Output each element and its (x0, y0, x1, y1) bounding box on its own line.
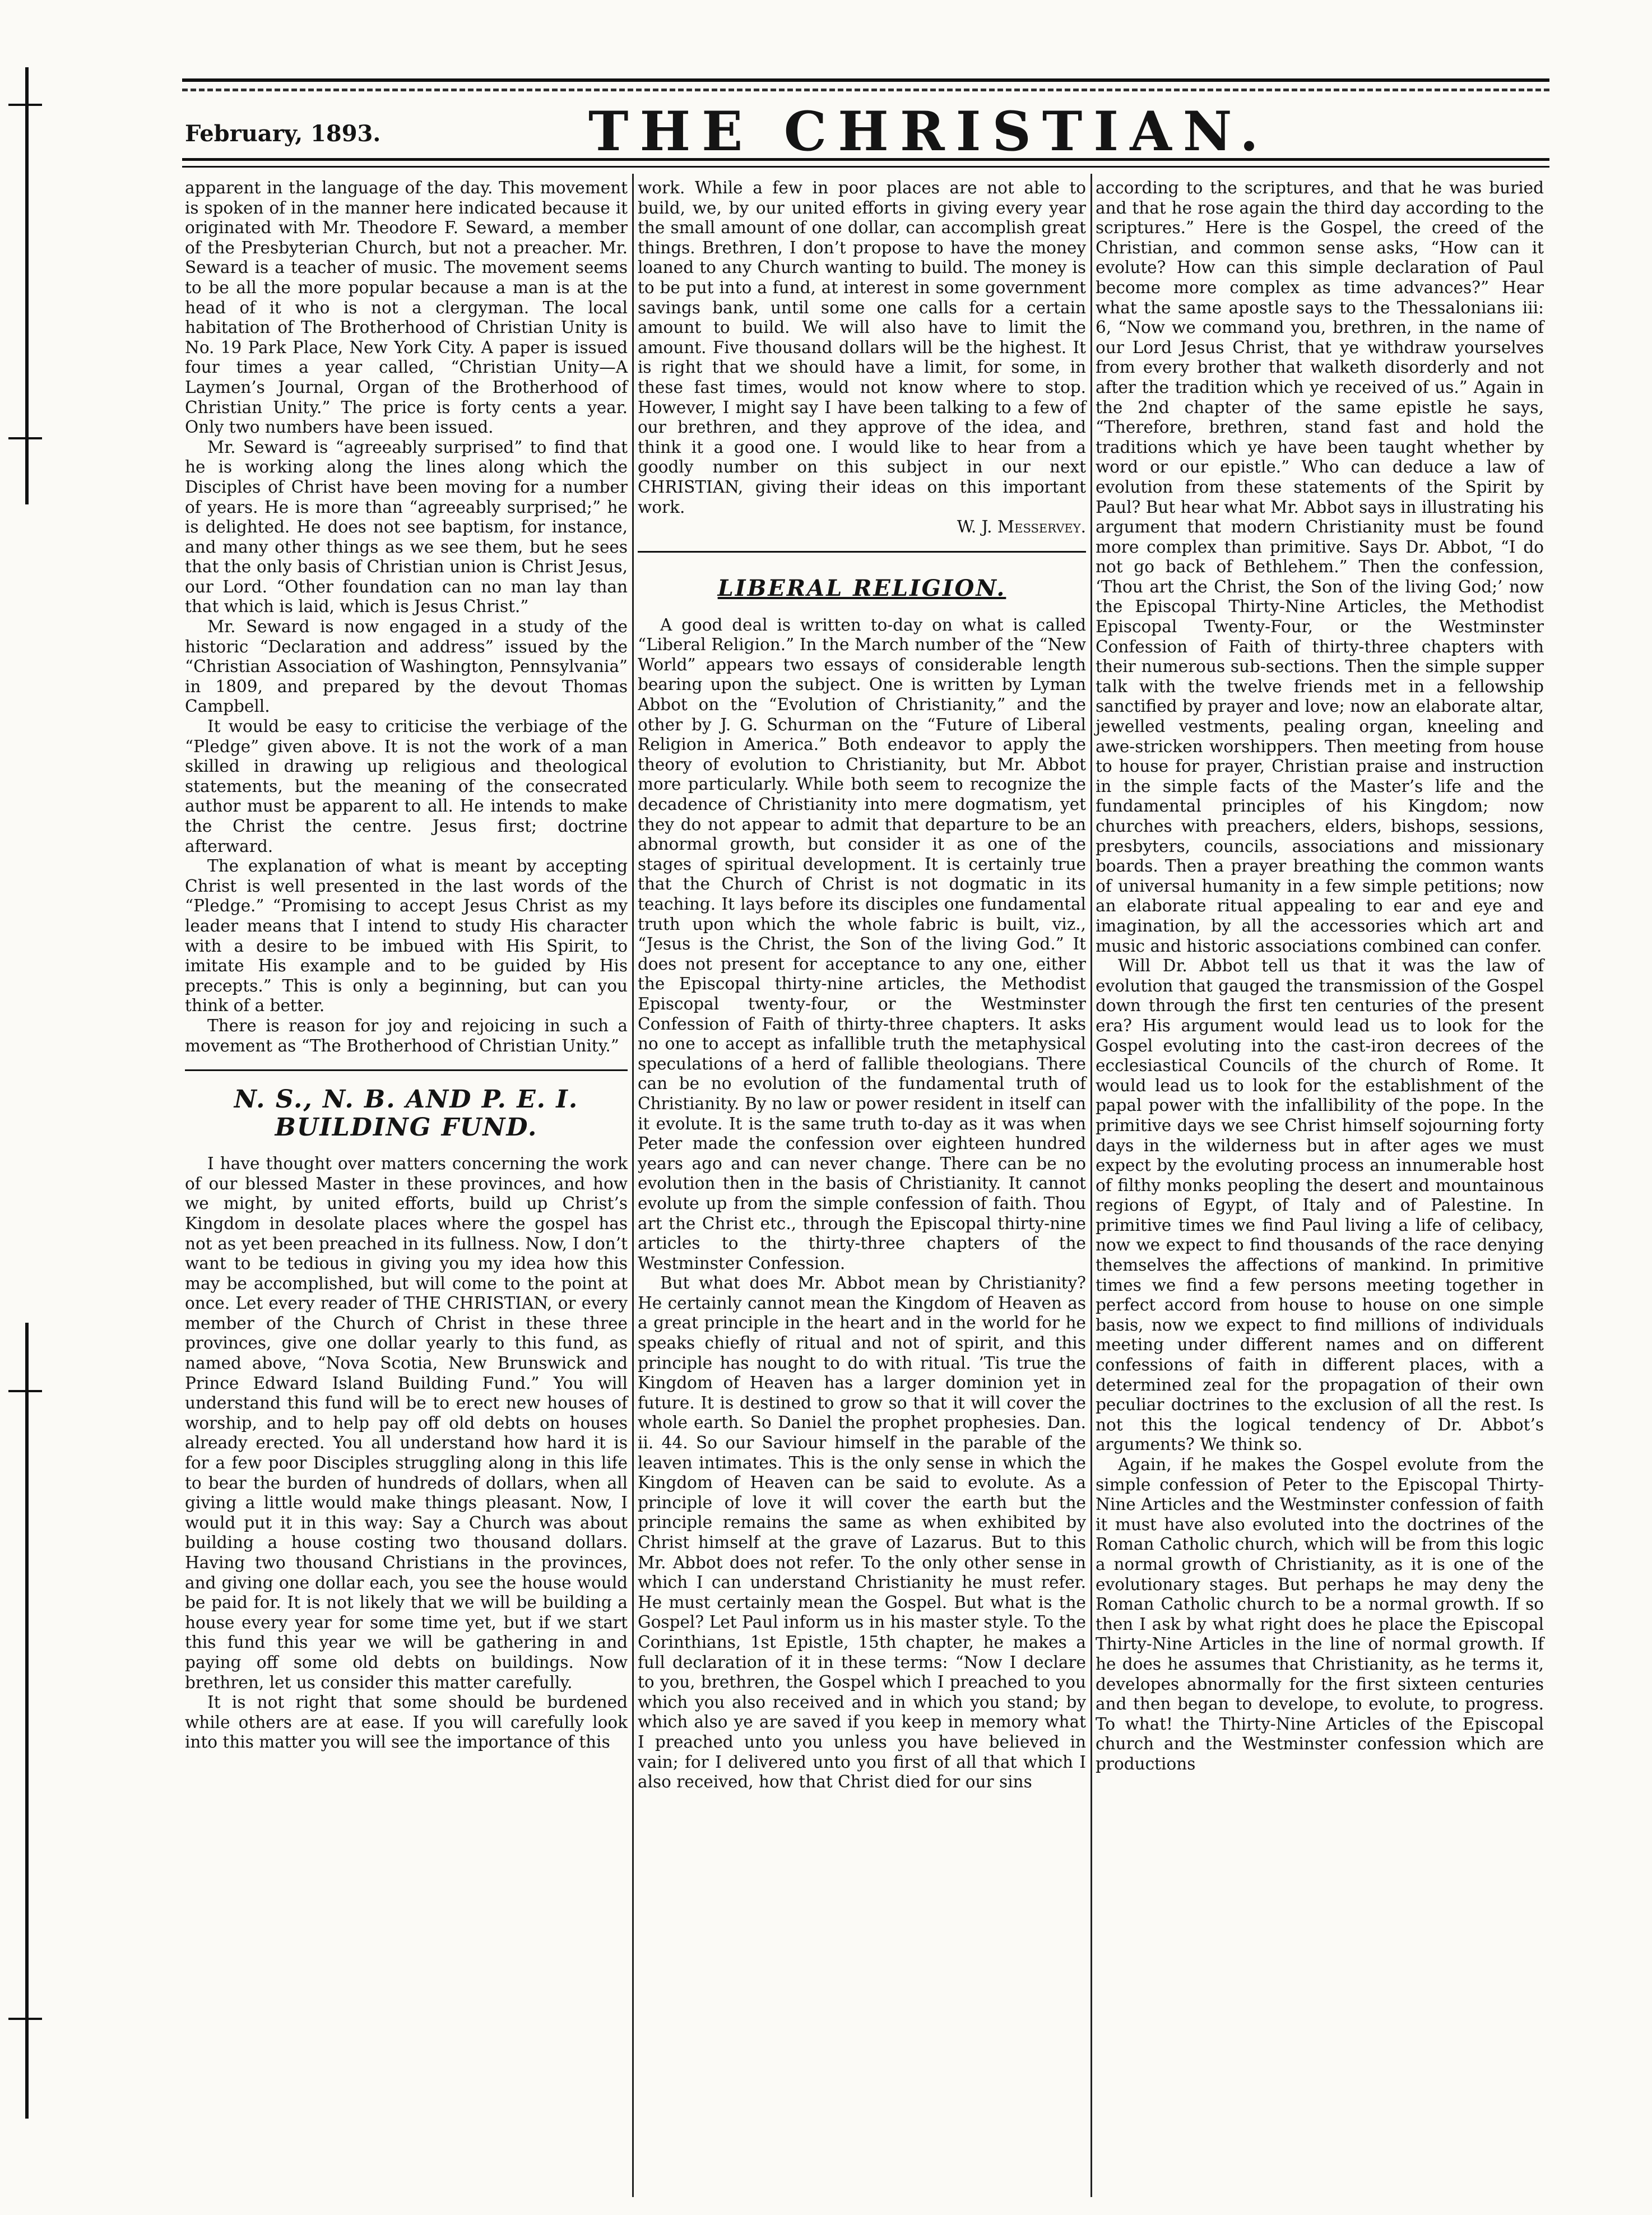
section-divider (185, 1069, 628, 1071)
paragraph: A good deal is written to-day on what is called “Liberal Religion.” In the March number of the “New World” appears two essays of considerable length bearing upon the subject. One is written by Lyman Abbot on the “Evolution of Christianity,” and the other by J. G. Schurman on the “Future of Liberal Religion in America.” Both endeavor to apply the theory of evolution to Christianity, but Mr. Abbot more particularly. While both seem to recognize the decadence of Christianity into mere dogmatism, yet they do not appear to admit that departure to be an abnormal growth, but consider it as one of the stages of spiritual development. It is certainly true that the Church of Christ is not dogmatic in its teaching. It lays before its disciples one fundamental truth upon which the whole fabric is built, viz., “Jesus is the Christ, the Son of the living God.” It does not present for acceptance to any one, either the Episcopal thirty-nine articles, the Methodist Episcopal twenty-four, or the Westminster Confession of Faith of thirty-three chapters. It asks no one to accept as infallible truth the metaphysical speculations of a herd of fallible theologians. There can be no evolution of the fundamental truth of Christianity. By no law or power resident in itself can it evolute. It is the same truth to-day as it was when Peter made the confession over eighteen hundred years ago and can never change. There can be no evolution then in the basis of Christianity. It cannot evolute up from the simple confession of faith. Thou art the Christ etc., through the Episcopal thirty-nine articles to the thirty-three chapters of the Westminster Confession. (638, 615, 1086, 1273)
column-2 (638, 178, 1086, 1792)
paragraph: Mr. Seward is now engaged in a study of the historic “Declaration and address” issued by the “Christian Association of Washington, Pennsylvania” in 1809, and prepared by the devout Thomas Campbell. (185, 617, 628, 716)
column-divider (1090, 174, 1092, 2197)
section-divider (638, 551, 1086, 553)
masthead-title: THE CHRISTIAN. (588, 100, 1270, 163)
binding-tick (8, 104, 42, 106)
column-3 (1096, 178, 1544, 1774)
signature: W. J. Messervey. (957, 517, 1086, 537)
paragraph: I have thought over matters concerning the work of our blessed Master in these provinces, and how we might, by united efforts, build up Christ’s Kingdom in desolate places where the gospel has not as yet been preached in its fullness. Now, I don’t want to be tedious in giving you my idea how this may be accomplished, but will come to the point at once. Let every reader of THE CHRISTIAN, or every member of the Church of Christ in these three provinces, give one dollar yearly to this fund, as named above, “Nova Scotia, New Brunswick and Prince Edward Island Building Fund.” You will understand this fund will be to erect new houses of worship, and to help pay off old debts on houses already erected. You all understand how hard it is for a few poor Disciples struggling along in this life to bear the burden of hundreds of dollars, when all giving a little would make things pleasant. Now, I would put it in this way: Say a Church was about building a house costing two thousand dollars. Having two thousand Christians in the provinces, and giving one dollar each, you see the house would be paid for. It is not likely that we will be building a house every year for some time yet, but if we start this fund this year we will be gathering in and paying off some old debts on buildings. Now brethren, let us consider this matter carefully. (185, 1154, 628, 1692)
paragraph: apparent in the language of the day. This movement is spoken of in the manner here indicated because it originated with Mr. Theodore F. Seward, a member of the Presbyterian Church, but not a preacher. Mr. Seward is a teacher of music. The movement seems to be all the more popular because a man is at the head of it who is not a clergyman. The local habitation of The Brotherhood of Christian Unity is No. 19 Park Place, New York City. A paper is issued four times a year called, “Christian Unity—A Laymen’s Journal, Organ of the Brotherhood of Christian Unity.” The price is forty cents a year. Only two numbers have been issued. (185, 178, 628, 437)
masthead-dashed-rule (182, 89, 1549, 91)
issue-date: February, 1893. (185, 121, 381, 147)
paragraph: It is not right that some should be burdened while others are at ease. If you will carefully look into this matter you will see the importance of this (185, 1693, 628, 1752)
masthead-rule-bottom-thin (182, 166, 1549, 168)
binding-tick (8, 437, 42, 439)
binding-tick (8, 2018, 42, 2020)
paragraph: There is reason for joy and rejoicing in such a movement as “The Brotherhood of Christian Unity.” (185, 1016, 628, 1055)
column-divider (632, 174, 634, 2197)
paragraph: It would be easy to criticise the verbiage of the “Pledge” given above. It is not the work of a man skilled in drawing up religious and theological statements, but the meaning of the consecrated author must be apparent to all. He intends to make the Christ the centre. Jesus first; doctrine afterward. (185, 717, 628, 856)
column-1 (185, 178, 628, 1753)
paragraph: The explanation of what is meant by accepting Christ is well presented in the last words of the “Pledge.” “Promising to accept Jesus Christ as my leader means that I intend to study His character with a desire to be imbued with His Spirit, to imitate His example and to be guided by His precepts.” This is only a beginning, but can you think of a better. (185, 856, 628, 1016)
section-heading: LIBERAL RELIGION. (717, 574, 1006, 601)
paragraph: work. While a few in poor places are not able to build, we, by our united efforts in giving every year the small amount of one dollar, can accomplish great things. Brethren, I don’t propose to have the money loaned to any Church wanting to build. The money is to be put into a fund, at interest in some government savings bank, until some one calls for a certain amount to build. We will also have to limit the amount. Five thousand dollars will be the highest. It is right that we should have a limit, for some, in these fast times, would not know where to stop. However, I might say I have been talking to a few of our brethren, and they approve of the idea, and think it a good one. I would like to hear from a goodly number on this subject in our next CHRISTIAN, giving their ideas on this important work. (638, 178, 1086, 517)
binding-line-bottom (25, 1323, 29, 2119)
binding-tick (8, 1390, 42, 1392)
paragraph: Again, if he makes the Gospel evolute from the simple confession of Peter to the Episcopal Thirty-Nine Articles and the Westminster confession of faith it must have also evoluted into the doctrines of the Roman Catholic church, which will be from this logic a normal growth of Christianity, as it is one of the evolutionary stages. But perhaps he may deny the Roman Catholic church to be a normal growth. If so then I ask by what right does he place the Episcopal Thirty-Nine Articles in the line of normal growth. If he does he assumes that Christianity, as he terms it, developes abnormally for the first sixteen centuries and then began to develope, to evolute, to progress. To what! the Thirty-Nine Articles of the Episcopal church and the Westminster confession which are productions (1096, 1455, 1544, 1773)
paragraph: according to the scriptures, and that he was buried and that he rose again the third day according to the scriptures.” Here is the Gospel, the creed of the Christian, and common sense asks, “How can it evolute? How can this simple declaration of Paul become more complex as time advances?” Hear what the same apostle says to the Thessalonians iii: 6, “Now we command you, brethren, in the name of our Lord Jesus Christ, that ye withdraw yourselves from every brother that walketh disorderly and not after the tradition which ye received of us.” Again in the 2nd chapter of the same epistle he says, “Therefore, brethren, stand fast and hold the traditions which ye have been taught whether by word or our epistle.” Who can deduce a law of evolution from these statements of the Spirit by Paul? But hear what Mr. Abbot says in illustrating his argument that modern Christianity must be found more complex than primitive. Says Dr. Abbot, “I do not go back of Bethlehem.” Then the confession, ‘Thou art the Christ, the Son of the living God;’ now the Episcopal Thirty-Nine Articles, the Methodist Episcopal Twenty-Four, or the Westminster Confession of Faith of thirty-three chapters with their numerous sub-sections. Then the simple supper talk with the twelve friends met in a fellowship sanctified by prayer and love; now an elaborate altar, jewelled vestments, pealing organ, kneeling and awe-stricken worshippers. Then meeting from house to house for prayer, Christian praise and instruction in the simple facts of the Master’s life and the fundamental principles of his Kingdom; now churches with preachers, elders, bishops, sessions, presbyters, councils, associations and missionary boards. Then a prayer breathing the common wants of universal humanity in a few simple petitions; now an elaborate ritual appealing to ear and eye and imagination, by all the accessories which art and music and historic associations combined can confer. (1096, 178, 1544, 956)
section-heading: N. S., N. B. AND P. E. I. BUILDING FUND. (234, 1085, 579, 1142)
paragraph: Mr. Seward is “agreeably surprised” to find that he is working along the lines along which the Disciples of Christ have been moving for a number of years. He is more than “agreeably surprised;” he is delighted. He does not see baptism, for instance, and many other things as we see them, but he sees that the only basis of Christian union is Christ Jesus, our Lord. “Other foundation can no man lay than that which is laid, which is Jesus Christ.” (185, 437, 628, 617)
paragraph: Will Dr. Abbot tell us that it was the law of evolution that gauged the transmission of the Gospel down through the first ten centuries of the present era? His argument would lead us to look for the Gospel evoluting into the cast-iron decrees of the ecclesiastical Councils of the church of Rome. It would lead us to look for the establishment of the papal power with the infallibility of the pope. In the primitive days we see Christ himself sojourning forty days in the wilderness but in after ages we must expect by the evoluting process an innumerable host of filthy monks peopling the desert and mountainous regions of Egypt, of Italy and of Palestine. In primitive times we find Paul living a life of celibacy, now we expect to find thousands of the race denying themselves the affections of mankind. In primitive times we find a few persons meeting together in perfect accord from house to house on one simple basis, now we expect to find millions of individuals meeting under different names and on different confessions of faith in different places, with a determined zeal for the propagation of their own peculiar doctrines to the exclusion of all the rest. Is not this the logical tendency of Dr. Abbot’s arguments? We think so. (1096, 956, 1544, 1454)
masthead-rule-top (182, 78, 1549, 82)
paragraph: But what does Mr. Abbot mean by Christianity? He certainly cannot mean the Kingdom of Heaven as a great principle in the heart and in the world for he speaks chiefly of ritual and not of spirit, and this principle has nought to do with ritual. ’Tis true the Kingdom of Heaven has a larger dominion yet in future. It is destined to grow so that it will cover the whole earth. So Daniel the prophet prophesies. Dan. ii. 44. So our Saviour himself in the parable of the leaven intimates. This is the only sense in which the Kingdom of Heaven can be said to evolute. As a principle of love it will cover the earth but the principle remains the same as when exhibited by Christ himself at the grave of Lazarus. But to this Mr. Abbot does not refer. To the only other sense in which I can understand Christianity he must refer. He must certainly mean the Gospel. But what is the Gospel? Let Paul inform us in his master style. To the Corinthians, 1st Epistle, 15th chapter, he makes a full declaration of it in these terms: “Now I declare to you, brethren, the Gospel which I preached to you which you also received and in which you stand; by which also ye are saved if you keep in memory what I preached unto you unless you have believed in vain; for I delivered unto you first of all that which I also received, how that Christ died for our sins (638, 1273, 1086, 1792)
